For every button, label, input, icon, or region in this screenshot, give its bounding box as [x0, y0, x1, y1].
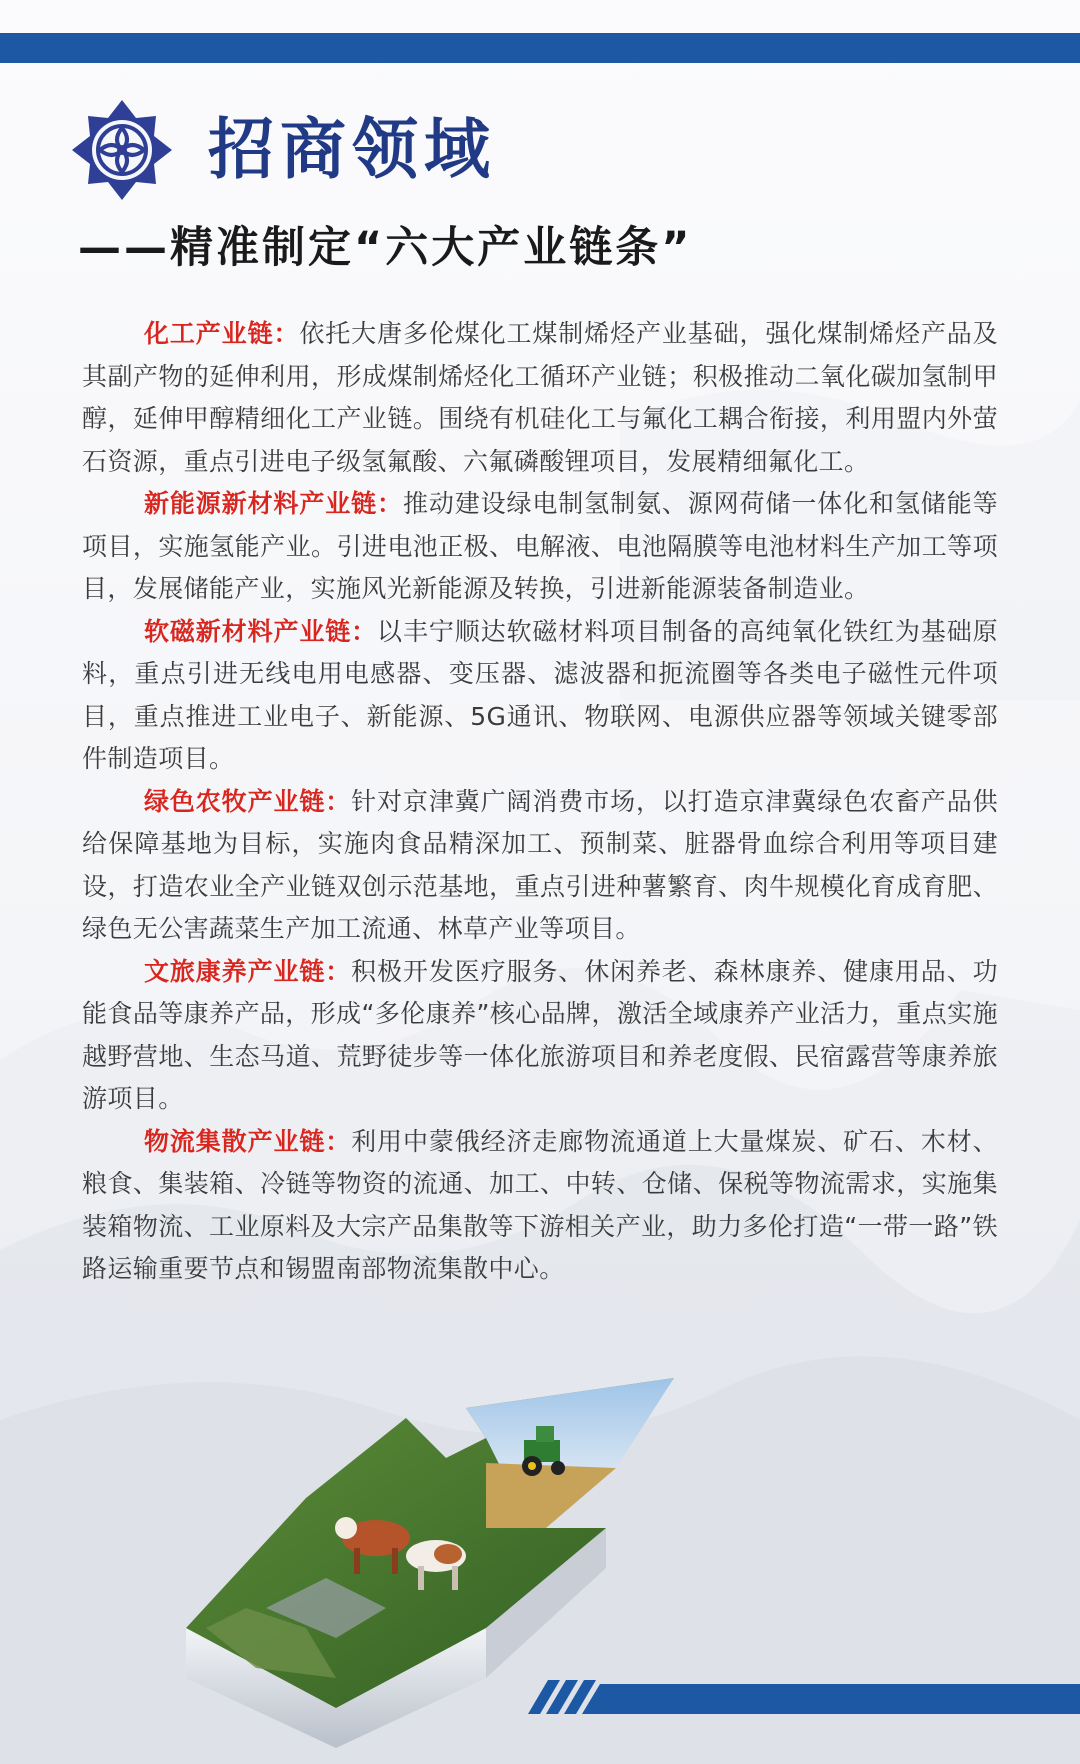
chain-text: 推动建设绿电制氢制氨、源网荷储一体化和氢储能等项目，实施氢能产业。引进电池正极、电解液、电池隔膜等电池材料生产加工等项目，发展储能产业，实施风光新能源及转换，引进新能源装备制造业。	[82, 489, 998, 603]
chain-text: 针对京津冀广阔消费市场，以打造京津冀绿色农畜产品供给保障基地为目标，实施肉食品精深加工、预制菜、脏器骨血综合利用等项目建设，打造农业全产业链双创示范基地，重点引进种薯繁育、肉牛规模化育成育肥、绿色无公害蔬菜生产加工流通、林草产业等项目。	[82, 786, 998, 943]
page-subtitle: ——精准制定“六大产业链条”	[78, 223, 693, 273]
chain-text: 依托大唐多伦煤化工煤制烯烃产业基础，强化煤制烯烃产品及其副产物的延伸利用，形成煤制烯烃化工循环产业链；积极推动二氧化碳加氢制甲醇，延伸甲醇精细化工产业链。围绕有机硅化工与氟化工耦合衔接，利用盟内外萤石资源，重点引进电子级氢氟酸、六氟磷酸锂项目，发展精细氟化工。	[82, 319, 998, 476]
chain-text: 积极开发医疗服务、休闲养老、森林康养、健康用品、功能食品等康养产品，形成“多伦康养”核心品牌，激活全域康养产业活力，重点实施越野营地、生态马道、荒野徒步等一体化旅游项目和养老度假、民宿露营等康养旅游项目。	[82, 956, 998, 1113]
industry-chain-list	[82, 313, 998, 1291]
top-accent-bar	[0, 33, 1080, 63]
chain-label: 化工产业链：	[144, 319, 300, 348]
chain-paragraph-agriculture	[82, 781, 998, 951]
chain-text: 利用中蒙俄经济走廊物流通道上大量煤炭、矿石、木材、粮食、集装箱、冷链等物资的流通、加工、中转、仓储、保税等物流需求，实施集装箱物流、工业原料及大宗产品集散等下游相关产业，助力多伦打造“一带一路”铁路运输重要节点和锡盟南部物流集散中心。	[82, 1126, 998, 1283]
chain-label: 物流集散产业链：	[144, 1126, 352, 1156]
chain-label: 新能源新材料产业链：	[144, 489, 403, 518]
chain-paragraph-logistics	[82, 1121, 998, 1291]
page-title: 招商领域	[208, 111, 496, 188]
chain-label: 绿色农牧产业链：	[144, 786, 352, 816]
chain-paragraph-tourism	[82, 951, 998, 1121]
chain-label: 软磁新材料产业链：	[144, 616, 378, 646]
chain-paragraph-soft-magnetic	[82, 611, 998, 781]
chain-label: 文旅康养产业链：	[144, 956, 352, 986]
bottom-accent-bar	[520, 1680, 1080, 1714]
chain-paragraph-new-energy	[82, 483, 998, 611]
chain-text: 以丰宁顺达软磁材料项目制备的高纯氧化铁红为基础原料，重点引进无线电用电感器、变压器、滤波器和扼流圈等各类电子磁性元件项目，重点推进工业电子、新能源、5G通讯、物联网、电源供应器等领域关键零部件制造项目。	[82, 616, 998, 773]
chain-paragraph-chemical	[82, 313, 998, 483]
lotus-emblem-icon	[70, 98, 174, 202]
